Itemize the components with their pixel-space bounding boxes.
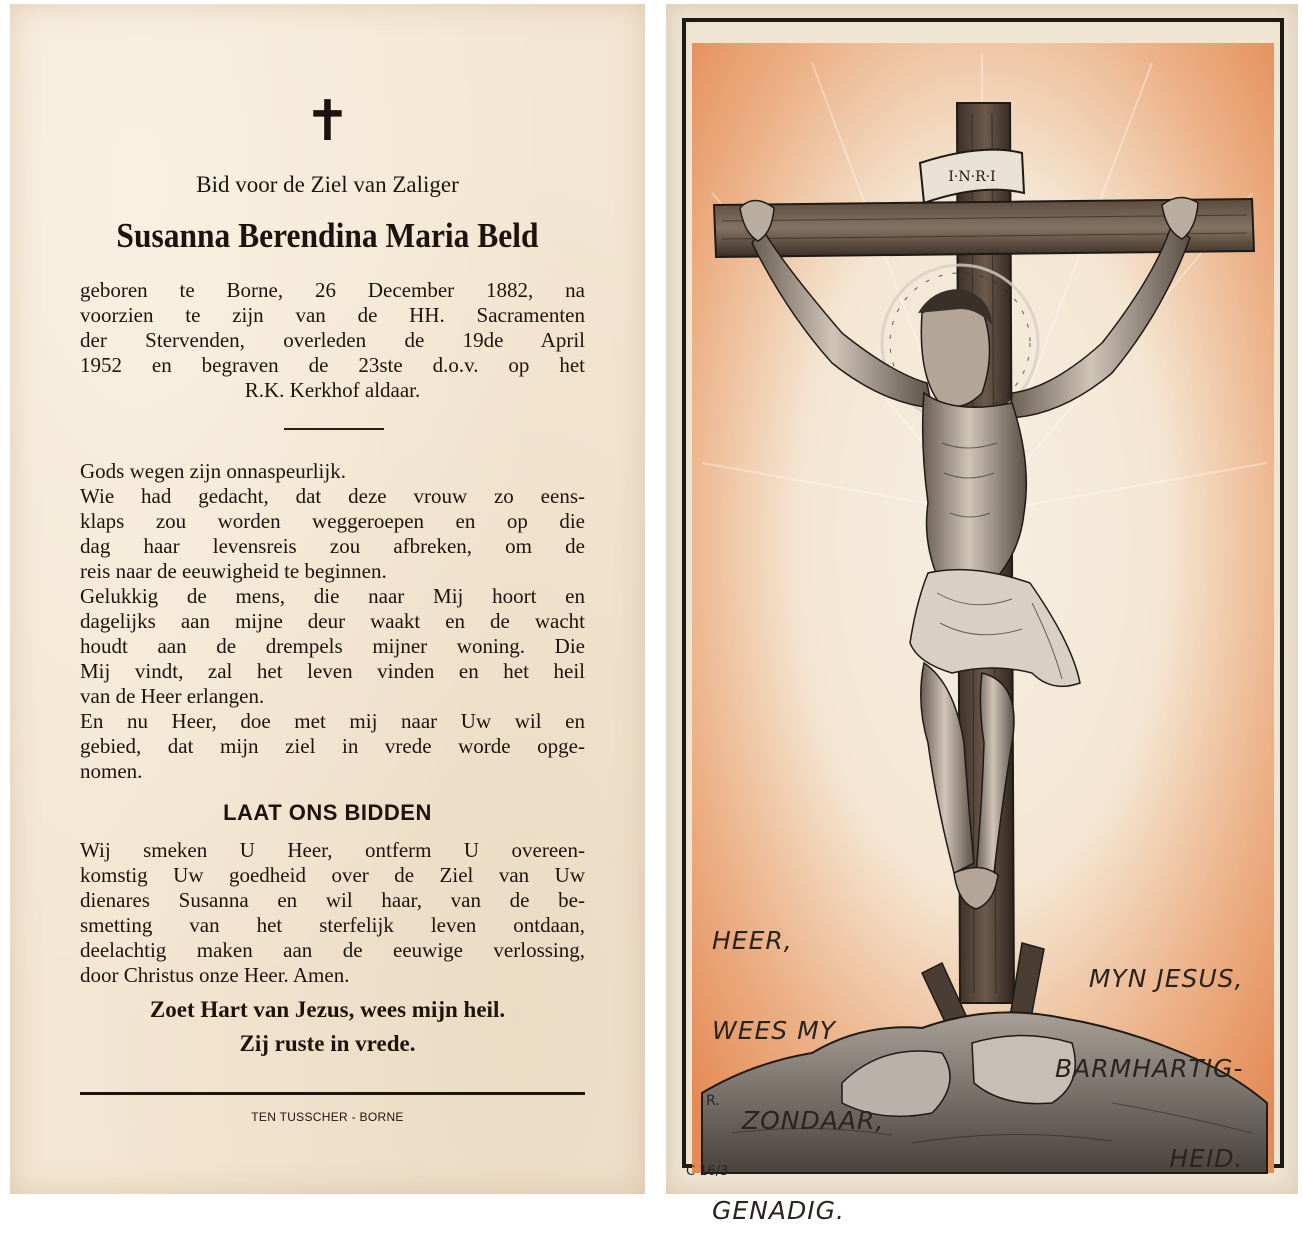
caption-left-line: GENADIG. [712, 1196, 845, 1225]
bio-line: geboren te Borne, 26 December 1882, na [80, 278, 585, 302]
prayer-line: smetting van het sterfelijk leven ontdaan, [80, 913, 585, 937]
bio-line: R.K. Kerkhof aldaar. [244, 378, 421, 402]
cross-icon: ✝ [304, 89, 351, 154]
prayer-line: door Christus onze Heer. Amen. [80, 963, 350, 987]
bio-line: voorzien te zijn van de HH. Sacramenten [80, 303, 585, 327]
meditation-line: nomen. [80, 759, 143, 783]
prayer-title: LAAT ONS BIDDEN [223, 800, 432, 825]
prayer-line: deelachtig maken aan de eeuwige verlossing, [80, 938, 585, 962]
caption-left-line: HEER, [712, 926, 793, 955]
head [921, 303, 989, 406]
intro-text: Bid voor de Ziel van Zaliger [196, 172, 459, 197]
meditation-line: reis naar de eeuwigheid te beginnen. [80, 559, 387, 583]
closing-invocation: Zoet Hart van Jezus, wees mijn heil. [149, 997, 506, 1022]
meditation-line: Wie had gedacht, dat deze vrouw zo eens- [80, 484, 585, 508]
caption-right [1055, 904, 1244, 1204]
artist-signature: R. [706, 1093, 720, 1109]
deceased-name: Susanna Berendina Maria Beld [116, 216, 539, 255]
meditation-line: Gelukkig de mens, die naar Mij hoort en [80, 584, 585, 608]
footer-divider [80, 1092, 585, 1095]
meditation-paragraph [80, 459, 585, 784]
caption-left-line: ZONDAAR, [742, 1106, 885, 1135]
meditation-line: gebied, dat mijn ziel in vrede worde opge- [80, 734, 585, 758]
prayer-line: komstig Uw goedheid over de Ziel van Uw [80, 863, 585, 887]
meditation-line: van de Heer erlangen. [80, 684, 265, 708]
bio-line: der Stervenden, overleden de 19de April [80, 328, 585, 352]
prayer-line: Wij smeken U Heer, ontferm U overeen- [80, 838, 585, 862]
torso [923, 393, 1027, 583]
meditation-line: klaps zou worden weggeroepen en op die [80, 509, 585, 533]
caption-left [712, 866, 884, 1256]
memorial-text-card [10, 4, 645, 1194]
biography-paragraph [80, 278, 585, 403]
inri-text: I·N·R·I [948, 169, 996, 185]
meditation-line: Mij vindt, zal het leven vinden en het heil [80, 659, 585, 683]
printer-credit: TEN TUSSCHER - BORNE [251, 1110, 404, 1124]
prayer-line: dienares Susanna en wil haar, van de be- [80, 888, 585, 912]
meditation-line: houdt aan de drempels mijner woning. Die [80, 634, 585, 658]
card-code: C 16/3 [686, 1164, 729, 1179]
meditation-line: En nu Heer, doe met mij naar Uw wil en [80, 709, 585, 733]
prayer-paragraph [80, 838, 585, 988]
caption-right-line: BARMHARTIG- [1055, 1054, 1244, 1083]
caption-left-line: WEES MY [712, 1016, 836, 1045]
caption-right-line: MYN JESUS, [1088, 964, 1244, 993]
short-divider [284, 428, 384, 430]
meditation-line: dagelijks aan mijne deur waakt en de wacht [80, 609, 585, 633]
meditation-line: dag haar levensreis zou afbreken, om de [80, 534, 585, 558]
caption-right-line: HEID. [1169, 1144, 1244, 1173]
bio-line: 1952 en begraven de 23ste d.o.v. op het [80, 353, 585, 377]
closing-blessing: Zij ruste in vrede. [239, 1031, 416, 1056]
meditation-line: Gods wegen zijn onnaspeurlijk. [80, 459, 346, 483]
